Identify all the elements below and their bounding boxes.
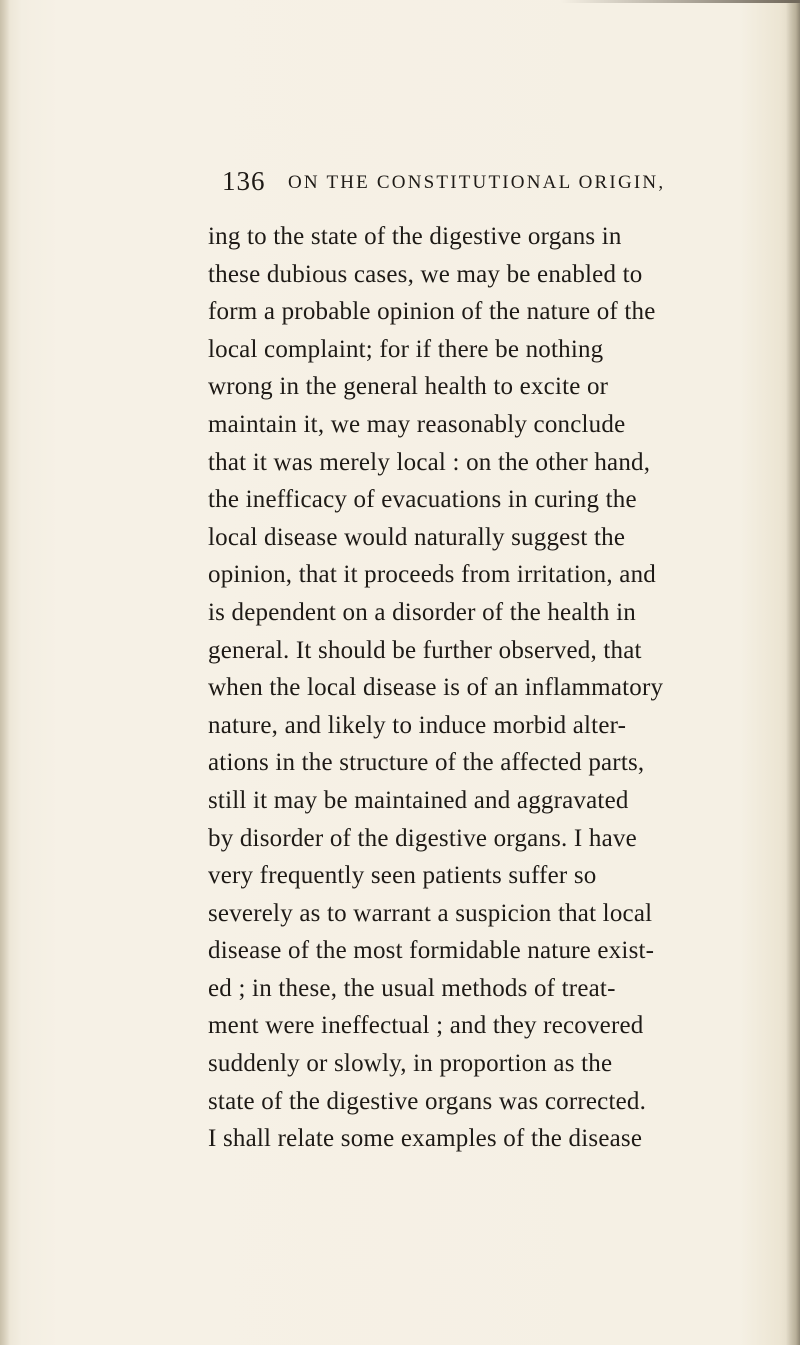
text-line: local disease would naturally suggest the [208, 523, 626, 551]
text-line: very frequently seen patients suffer so [208, 862, 597, 890]
top-edge-shadow [560, 0, 800, 3]
text-line: state of the digestive organs was corrected. [208, 1087, 647, 1115]
text-line: by disorder of the digestive organs. I have [208, 824, 637, 852]
text-line: ing to the state of the digestive organs in [208, 223, 622, 250]
text-line: general. It should be further observed, that [208, 636, 642, 664]
text-line: wrong in the general health to excite or [208, 373, 609, 401]
text-line: is dependent on a disorder of the health in [208, 598, 636, 626]
text-line: still it may be maintained and aggravated [208, 786, 629, 814]
page-number: 136 [222, 166, 266, 196]
body-text [208, 218, 768, 1158]
text-line: ations in the structure of the affected parts, [208, 749, 645, 777]
text-line: that it was merely local : on the other hand, [208, 448, 651, 476]
text-line: disease of the most formidable nature exist- [208, 937, 655, 965]
text-line: the inefficacy of evacuations in curing the [208, 486, 637, 514]
text-line: nature, and likely to induce morbid alter- [208, 711, 627, 739]
text-line: maintain it, we may reasonably conclude [208, 410, 626, 438]
text-line: severely as to warrant a suspicion that local [208, 899, 653, 927]
text-line: I shall relate some examples of the disease [208, 1125, 643, 1153]
text-line: these dubious cases, we may be enabled to [208, 260, 643, 288]
text-line: form a probable opinion of the nature of the [208, 298, 656, 326]
text-line: suddenly or slowly, in proportion as the [208, 1050, 613, 1078]
text-line: ed ; in these, the usual methods of treat- [208, 974, 616, 1002]
running-head: ON THE CONSTITUTIONAL ORIGIN, [288, 172, 666, 193]
text-line: opinion, that it proceeds from irritation, and [208, 561, 656, 589]
text-line: ment were ineffectual ; and they recovered [208, 1012, 644, 1040]
text-line: when the local disease is of an inflammatory [208, 674, 664, 702]
gutter-shadow [0, 0, 10, 1345]
page-header [222, 166, 722, 202]
text-line: local complaint; for if there be nothing [208, 335, 604, 363]
page-edge-shadow [786, 0, 800, 1345]
